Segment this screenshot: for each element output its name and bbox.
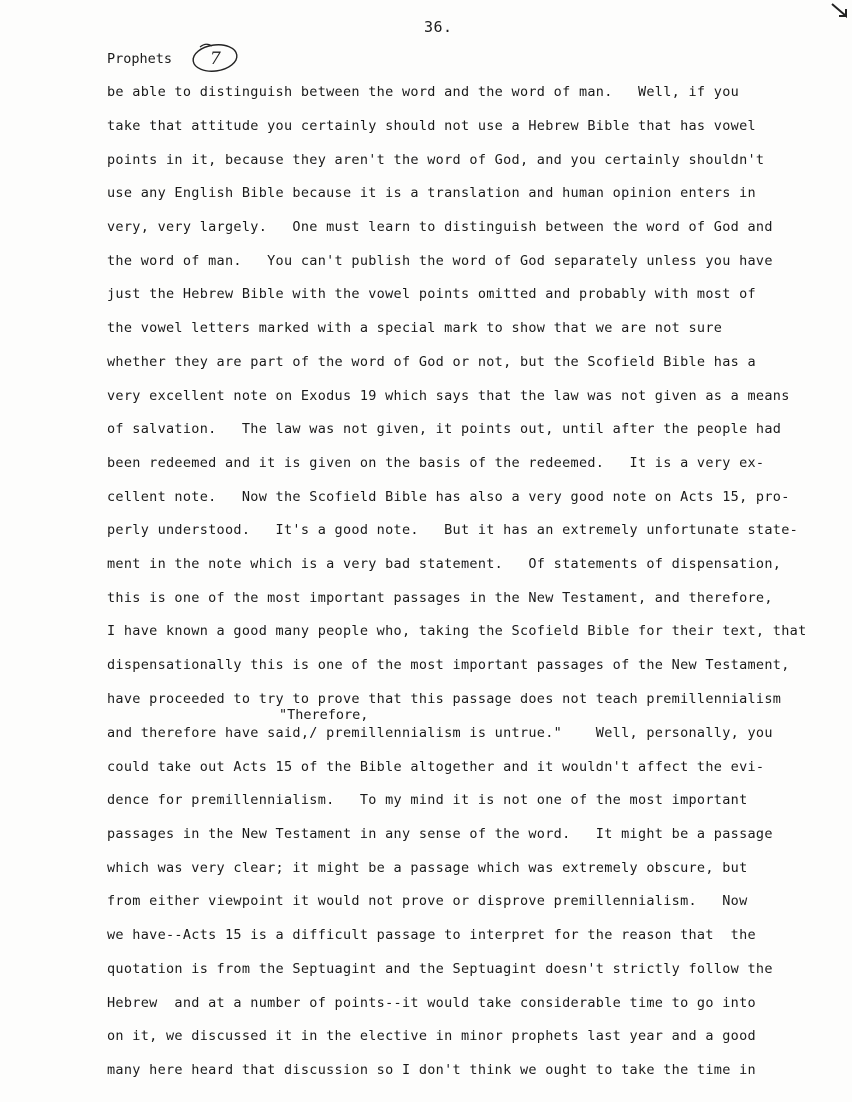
text-line: of salvation. The law was not given, it points out, until after the people had — [107, 421, 782, 437]
text-line: this is one of the most important passages in the New Testament, and therefore, — [107, 590, 773, 606]
page-number: 36. — [424, 18, 453, 36]
text-line: very excellent note on Exodus 19 which says that the law was not given as a means — [107, 388, 790, 404]
text-line: very, very largely. One must learn to distinguish between the word of God and — [107, 219, 773, 235]
text-line: take that attitude you certainly should not use a Hebrew Bible that has vowel — [107, 118, 756, 134]
text-line: many here heard that discussion so I don't think we ought to take the time in — [107, 1062, 756, 1078]
text-line: which was very clear; it might be a passage which was extremely obscure, but — [107, 860, 748, 876]
handwritten-circled-seven — [190, 38, 240, 76]
text-line: on it, we discussed it in the elective in minor prophets last year and a good — [107, 1028, 756, 1044]
text-line: the word of man. You can't publish the word of God separately unless you have — [107, 253, 773, 269]
text-line: cellent note. Now the Scofield Bible has also a very good note on Acts 15, pro- — [107, 489, 790, 505]
text-line: use any English Bible because it is a translation and human opinion enters in — [107, 185, 756, 201]
text-line: passages in the New Testament in any sense of the word. It might be a passage — [107, 826, 773, 842]
text-line: been redeemed and it is given on the basis of the redeemed. It is a very ex- — [107, 455, 765, 471]
text-line: dence for premillennialism. To my mind it is not one of the most important — [107, 792, 748, 808]
text-line: Hebrew and at a number of points--it would take considerable time to go into — [107, 995, 756, 1011]
text-line: from either viewpoint it would not prove or disprove premillennialism. Now — [107, 893, 748, 909]
text-line: have proceeded to try to prove that this passage does not teach premillennialism — [107, 691, 782, 707]
text-line: just the Hebrew Bible with the vowel points omitted and probably with most of — [107, 286, 756, 302]
text-line: be able to distinguish between the word and the word of man. Well, if you — [107, 84, 740, 100]
handwritten-insertion: "Therefore, — [279, 707, 369, 723]
text-line: the vowel letters marked with a special mark to show that we are not sure — [107, 320, 723, 336]
text-line: whether they are part of the word of God or not, but the Scofield Bible has a — [107, 354, 756, 370]
text-line: quotation is from the Septuagint and the Septuagint doesn't strictly follow the — [107, 961, 773, 977]
section-header: Prophets — [107, 51, 173, 67]
text-line: ment in the note which is a very bad statement. Of statements of dispensation, — [107, 556, 782, 572]
text-line: could take out Acts 15 of the Bible altogether and it wouldn't affect the evi- — [107, 759, 765, 775]
text-line: I have known a good many people who, taking the Scofield Bible for their text, that — [107, 623, 807, 639]
handwritten-seven-text: 7 — [210, 49, 221, 69]
text-line: we have--Acts 15 is a difficult passage to interpret for the reason that the — [107, 927, 756, 943]
text-line: perly understood. It's a good note. But it has an extremely unfortunate state- — [107, 522, 799, 538]
text-line: and therefore have said,/ premillennialism is untrue." Well, personally, you — [107, 725, 773, 741]
text-line: points in it, because they aren't the word of God, and you certainly shouldn't — [107, 152, 765, 168]
corner-arrow-mark — [826, 0, 852, 26]
text-line: dispensationally this is one of the most important passages of the New Testament, — [107, 657, 790, 673]
